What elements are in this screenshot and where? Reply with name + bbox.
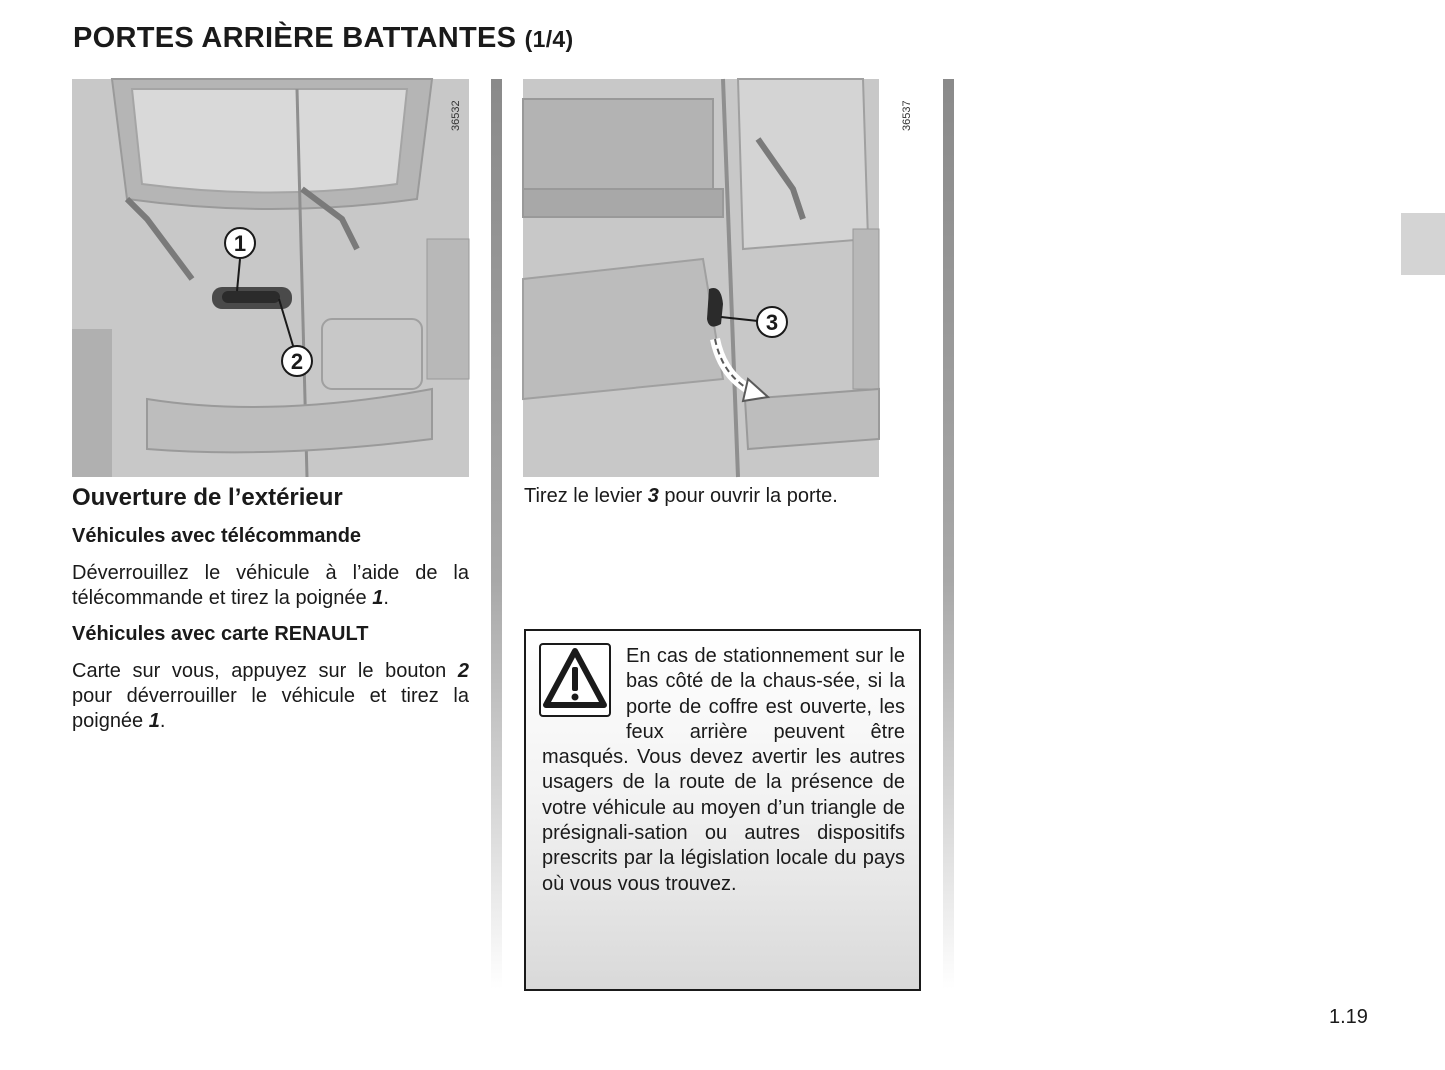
paragraph-card-text-c: . (159, 710, 166, 732)
paragraph-remote (72, 561, 469, 611)
figure-reference: 36537 (901, 100, 913, 131)
subheading-remote: Véhicules avec télécommande (72, 525, 362, 547)
ref-lever-3: 3 (647, 485, 659, 507)
ref-button-2: 2 (457, 660, 469, 682)
page-title-main: PORTES ARRIÈRE BATTANTES (73, 22, 517, 54)
paragraph-lever-end: pour ouvrir la porte. (658, 485, 838, 507)
rear-doors-drawing (72, 79, 469, 477)
callout-1: 1 (233, 231, 247, 256)
chapter-tab (1401, 213, 1445, 275)
illustration-rear-doors-exterior (72, 79, 469, 477)
figure-reference: 36532 (450, 100, 462, 131)
paragraph-remote-text: Déverrouillez le véhicule à l’aide de la télécommande et tirez la poignée (72, 562, 469, 609)
paragraph-card-text-b: pour déverrouiller le véhicule et tirez la poignée (72, 685, 469, 732)
page-title-part: (1/4) (524, 26, 574, 52)
page-number: 1.19 (1329, 1006, 1368, 1028)
paragraph-card (72, 659, 469, 734)
column-divider-left (491, 79, 502, 989)
page-title (73, 22, 573, 55)
paragraph-remote-end: . (383, 587, 389, 609)
warning-text (542, 644, 905, 897)
interior-lever-drawing (523, 79, 879, 477)
callout-2: 2 (290, 349, 304, 374)
illustration-interior-lever (523, 79, 913, 477)
ref-handle-1: 1 (372, 587, 384, 609)
subheading-card: Véhicules avec carte RENAULT (72, 623, 369, 645)
paragraph-lever-text: Tirez le levier (524, 485, 648, 507)
paragraph-card-text-a: Carte sur vous, appuyez sur le bouton (72, 660, 458, 682)
warning-text-content: En cas de stationnement sur le bas côté de la chaus-sée, si la porte de coffre est ouverte, les feux arrière peuvent être masqués. Vous devez avertir les autres usagers de la route de la présence de votre véhicule au moyen d’un triangle de présignali-sation ou autres dispositifs prescrits par la législation locale du pays où vous vous trouvez. (542, 645, 905, 895)
warning-box (524, 629, 921, 991)
paragraph-lever (524, 484, 924, 509)
section-heading: Ouverture de l’extérieur (72, 484, 343, 511)
ref-handle-1: 1 (148, 710, 160, 732)
column-divider-right (943, 79, 954, 989)
callout-3: 3 (765, 310, 779, 335)
